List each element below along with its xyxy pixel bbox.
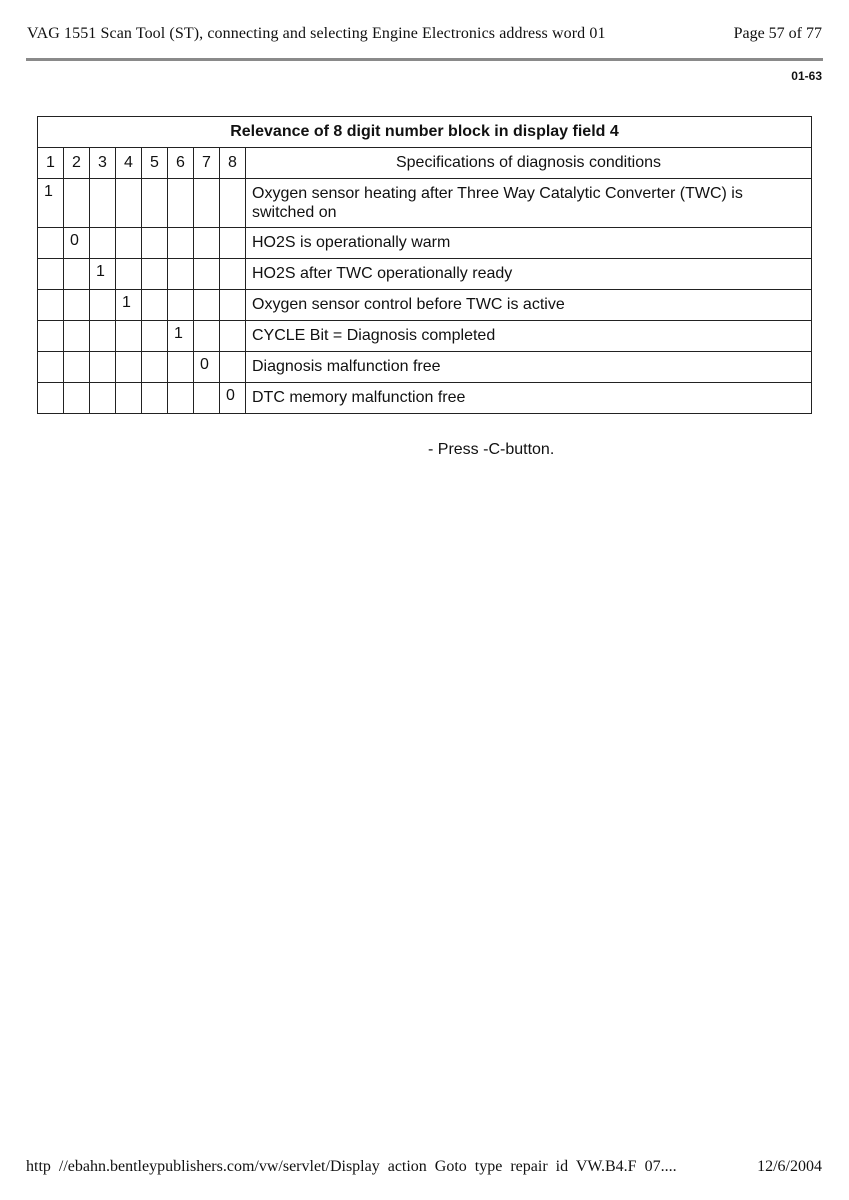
digit-cell <box>142 259 168 290</box>
description-cell: Diagnosis malfunction free <box>246 352 812 383</box>
digit-cell <box>142 352 168 383</box>
digit-cell <box>116 228 142 259</box>
digit-cell <box>142 321 168 352</box>
digit-cell <box>194 179 220 228</box>
digit-header: 2 <box>64 148 90 179</box>
digit-header: 8 <box>220 148 246 179</box>
digit-cell <box>220 352 246 383</box>
digit-cell <box>220 321 246 352</box>
digit-cell <box>116 352 142 383</box>
digit-cell <box>38 321 64 352</box>
digit-header: 4 <box>116 148 142 179</box>
digit-cell <box>90 179 116 228</box>
page-indicator: Page 57 of 77 <box>733 25 822 42</box>
digit-cell <box>64 259 90 290</box>
digit-cell: 1 <box>38 179 64 228</box>
digit-cell <box>142 290 168 321</box>
digit-cell <box>168 383 194 414</box>
digit-cell <box>168 352 194 383</box>
digit-cell <box>168 259 194 290</box>
digit-header: 7 <box>194 148 220 179</box>
digit-cell <box>116 259 142 290</box>
digit-cell <box>90 321 116 352</box>
description-cell: HO2S after TWC operationally ready <box>246 259 812 290</box>
header-divider <box>26 58 823 61</box>
digit-cell: 1 <box>168 321 194 352</box>
digit-cell: 1 <box>90 259 116 290</box>
digit-cell <box>90 290 116 321</box>
digit-cell <box>194 321 220 352</box>
document-title: VAG 1551 Scan Tool (ST), connecting and selecting Engine Electronics address word 01 <box>27 25 606 42</box>
digit-cell <box>220 179 246 228</box>
digit-cell <box>220 228 246 259</box>
digit-cell: 0 <box>194 352 220 383</box>
digit-cell <box>142 179 168 228</box>
digit-header: 6 <box>168 148 194 179</box>
digit-cell <box>116 383 142 414</box>
description-cell: DTC memory malfunction free <box>246 383 812 414</box>
digit-cell <box>90 228 116 259</box>
digit-header: 1 <box>38 148 64 179</box>
digit-cell <box>194 259 220 290</box>
section-number: 01-63 <box>791 69 822 83</box>
digit-cell <box>142 228 168 259</box>
table-title: Relevance of 8 digit number block in display field 4 <box>38 117 812 148</box>
digit-cell <box>64 383 90 414</box>
digit-cell <box>194 290 220 321</box>
digit-header: 3 <box>90 148 116 179</box>
table-row <box>38 383 812 414</box>
digit-cell <box>168 228 194 259</box>
digit-cell <box>38 228 64 259</box>
digit-cell <box>64 179 90 228</box>
digit-cell <box>38 290 64 321</box>
digit-cell <box>194 228 220 259</box>
table-row <box>38 228 812 259</box>
digit-cell: 1 <box>116 290 142 321</box>
print-date: 12/6/2004 <box>757 1158 822 1175</box>
description-cell: CYCLE Bit = Diagnosis completed <box>246 321 812 352</box>
description-cell: HO2S is operationally warm <box>246 228 812 259</box>
relevance-table <box>37 116 812 414</box>
digit-cell <box>116 321 142 352</box>
digit-cell: 0 <box>220 383 246 414</box>
digit-cell: 0 <box>64 228 90 259</box>
digit-cell <box>194 383 220 414</box>
table-row <box>38 179 812 228</box>
digit-cell <box>116 179 142 228</box>
table-row <box>38 259 812 290</box>
table-row <box>38 321 812 352</box>
digit-header: 5 <box>142 148 168 179</box>
description-cell: Oxygen sensor heating after Three Way Catalytic Converter (TWC) is switched on <box>246 179 812 228</box>
digit-cell <box>90 383 116 414</box>
digit-cell <box>220 259 246 290</box>
digit-cell <box>90 352 116 383</box>
digit-cell <box>64 352 90 383</box>
source-url: http //ebahn.bentleypublishers.com/vw/servlet/Display action Goto type repair id VW.B4.F 07.... <box>26 1158 677 1175</box>
digit-cell <box>64 290 90 321</box>
digit-cell <box>38 352 64 383</box>
digit-cell <box>220 290 246 321</box>
spec-header: Specifications of diagnosis conditions <box>246 148 812 179</box>
digit-cell <box>142 383 168 414</box>
digit-cell <box>38 383 64 414</box>
digit-cell <box>64 321 90 352</box>
digit-cell <box>168 179 194 228</box>
table-row <box>38 290 812 321</box>
instruction-step: - Press -C-button. <box>428 441 555 458</box>
description-cell: Oxygen sensor control before TWC is active <box>246 290 812 321</box>
table-header-row <box>38 148 812 179</box>
table-row <box>38 352 812 383</box>
digit-cell <box>38 259 64 290</box>
digit-cell <box>168 290 194 321</box>
